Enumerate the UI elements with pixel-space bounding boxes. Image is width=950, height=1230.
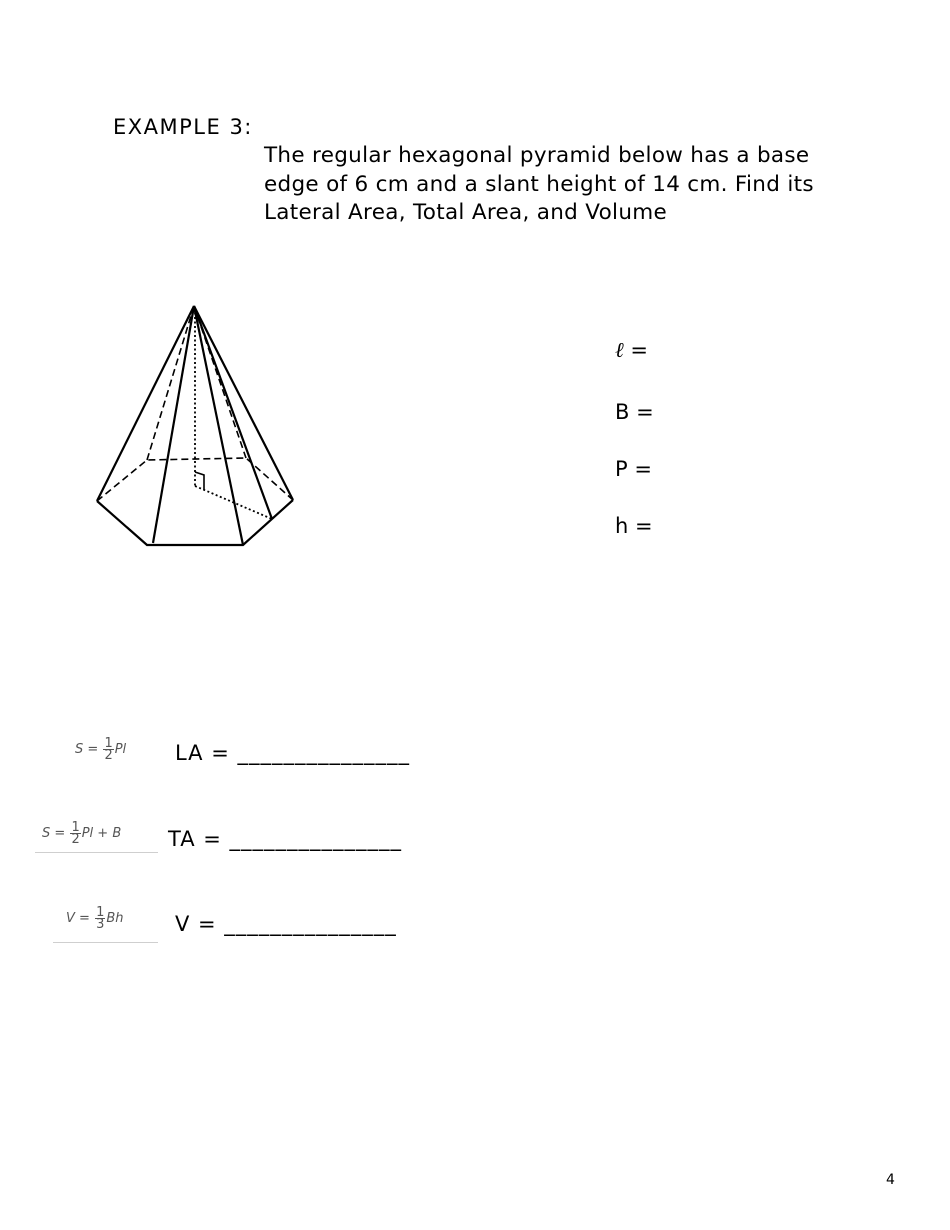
- fraction-numerator: 1: [71, 820, 80, 835]
- problem-statement: [264, 142, 904, 228]
- formula-eq: =: [74, 911, 95, 926]
- formula-lhs: S: [42, 826, 51, 841]
- formula-rhs: Pl + B: [81, 826, 122, 841]
- variable-base-area: B =: [615, 400, 654, 424]
- problem-line: The regular hexagonal pyramid below has a base: [264, 143, 810, 168]
- fraction-numerator: 1: [96, 905, 105, 920]
- pyramid-base-front-edges: [97, 500, 293, 545]
- fraction-denominator: 3: [96, 917, 105, 932]
- problem-line: edge of 6 cm and a slant height of 14 cm. Find its: [264, 171, 814, 197]
- formula-fraction: [70, 822, 80, 845]
- formula-lhs: V: [66, 911, 75, 926]
- volume-answer: V = _______________: [175, 912, 397, 936]
- fraction-numerator: 1: [104, 736, 113, 751]
- fraction-denominator: 2: [104, 748, 113, 763]
- variable-perimeter: P =: [615, 457, 652, 481]
- formula-fraction: [95, 907, 105, 930]
- lateral-area-formula: [75, 738, 126, 761]
- formula-lhs: S: [75, 742, 84, 757]
- lateral-area-answer: LA = _______________: [175, 741, 410, 765]
- formula-rhs: Pl: [114, 742, 127, 757]
- fraction-denominator: 2: [71, 832, 80, 847]
- volume-formula: [66, 907, 124, 930]
- example-label: EXAMPLE 3:: [113, 115, 253, 139]
- total-area-answer: TA = _______________: [168, 827, 403, 851]
- slant-height-symbol: ℓ: [615, 338, 624, 362]
- hexagonal-pyramid-diagram: [90, 300, 305, 555]
- variable-height: h =: [615, 514, 653, 538]
- problem-line: Lateral Area, Total Area, and Volume: [264, 200, 668, 225]
- formula-eq: =: [83, 742, 103, 757]
- variable-slant-height: [615, 338, 648, 363]
- formula-rhs: Bh: [106, 911, 124, 926]
- total-area-formula: [42, 822, 121, 845]
- page-number: 4: [886, 1172, 895, 1188]
- slant-height-equals: =: [623, 338, 649, 362]
- formula-fraction: [103, 738, 113, 761]
- formula-eq: =: [50, 826, 70, 841]
